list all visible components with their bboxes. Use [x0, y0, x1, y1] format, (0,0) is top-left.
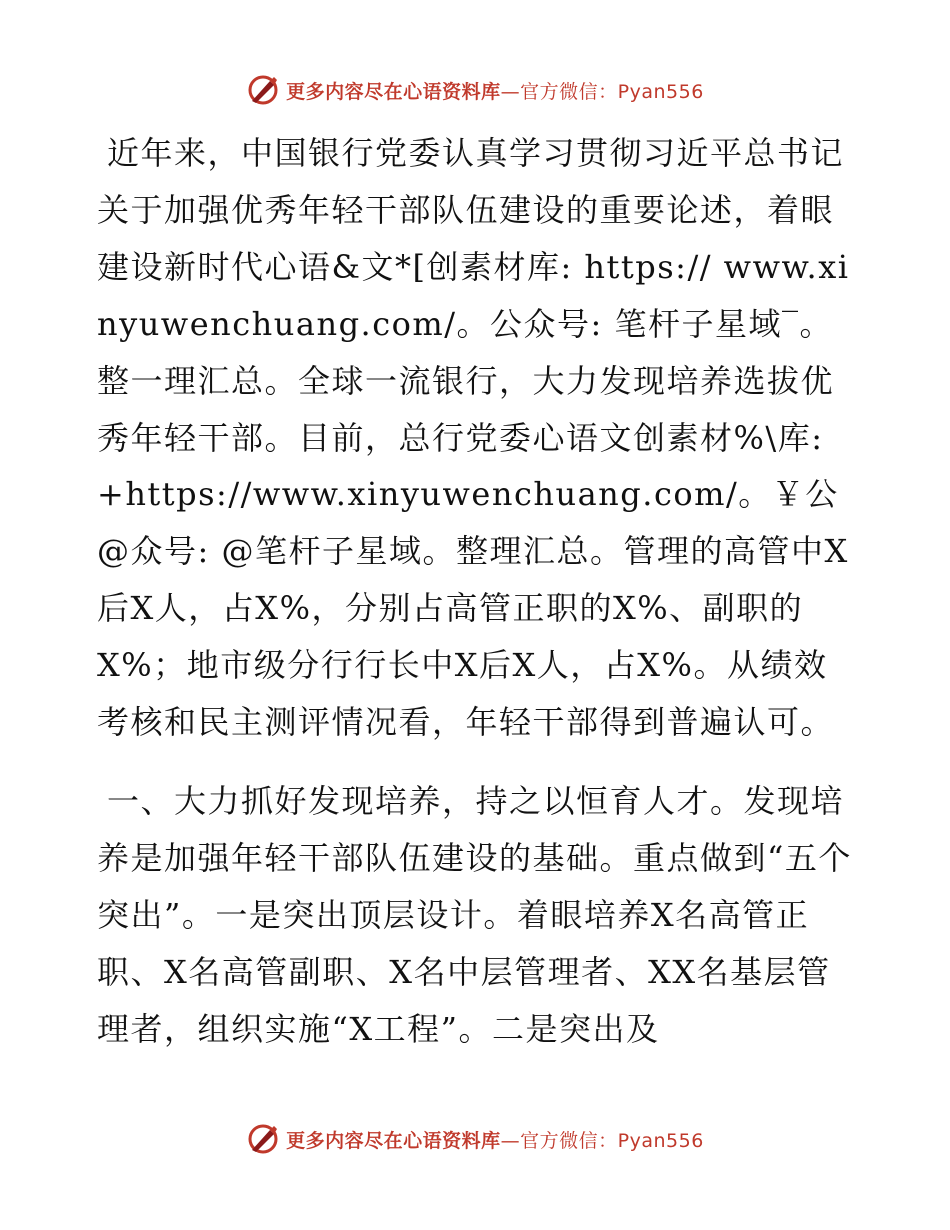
- paragraph-intro: 近年来，中国银行党委认真学习贯彻习近平总书记关于加强优秀年轻干部队伍建设的重要论述，着眼建设新时代心语&文*[创素材库: https:// www.xinyuwenchuang.com/。公众号: 笔杆子星域‾。整一理汇总。全球一流银行，大力发现培养选拔优秀年轻干部。目前，总行党委心语文创素材%\库: +https://www.xinyuwenchuang.com/。￥公@众号: @笔杆子星域。整理汇总。管理的高管中X后X人，占X%，分别占高管正职的X%、副职的X%；地市级分行行长中X后X人，占X%。从绩效考核和民主测评情况看，年轻干部得到普遍认可。: [97, 134, 850, 742]
- pen-logo-icon: [246, 1122, 280, 1156]
- pen-logo-icon: [246, 73, 280, 107]
- header-watermark-banner: [0, 68, 950, 112]
- document-body: [97, 125, 857, 1058]
- watermark-contact: 官方微信：Pyan556: [520, 80, 704, 103]
- watermark-separator: —: [500, 80, 521, 103]
- footer-watermark-text: [286, 1126, 704, 1153]
- watermark-separator: —: [500, 1129, 521, 1152]
- header-watermark-text: [286, 77, 704, 104]
- watermark-brand: 更多内容尽在心语资料库: [286, 1129, 501, 1152]
- paragraph-section-one: 一、大力抓好发现培养，持之以恒育人才。发现培养是加强年轻干部队伍建设的基础。重点做到“五个突出”。一是突出顶层设计。着眼培养X名高管正职、X名高管副职、X名中层管理者、XX名基层管理者，组织实施“X工程”。二是突出及: [97, 781, 852, 1048]
- watermark-brand: 更多内容尽在心语资料库: [286, 80, 501, 103]
- watermark-contact: 官方微信：Pyan556: [520, 1129, 704, 1152]
- footer-watermark-banner: [0, 1117, 950, 1161]
